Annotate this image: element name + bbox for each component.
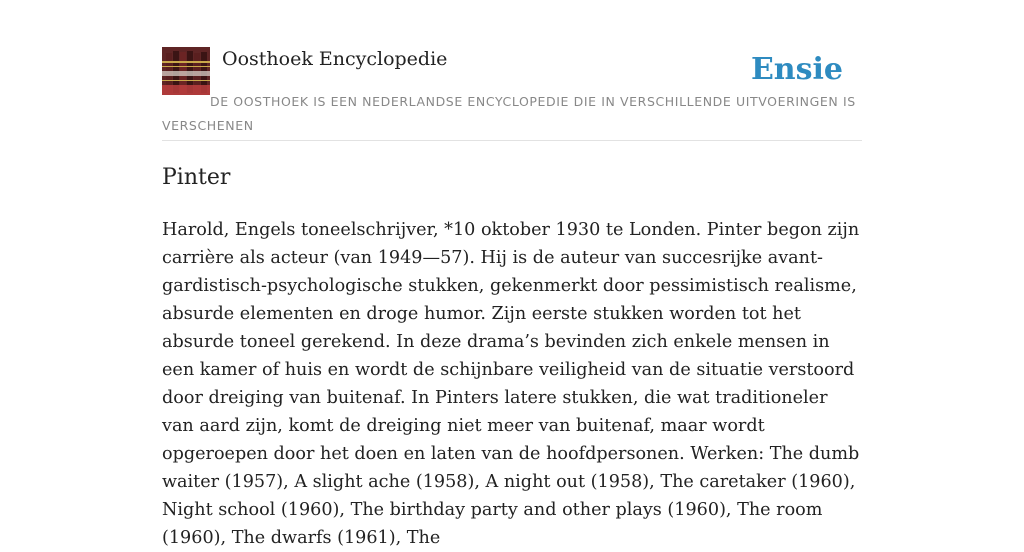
site-tagline: DE OOSTHOEK IS EEN NEDERLANDSE ENCYCLOPEDIE DIE IN VERSCHILLENDE UITVOERINGEN IS VERSCHENEN (162, 94, 856, 133)
site-header (162, 46, 862, 141)
book-spines-icon (162, 47, 210, 95)
site-title[interactable]: Oosthoek Encyclopedie (222, 48, 448, 70)
article-body: Harold, Engels toneelschrijver, *10 oktober 1930 te Londen. Pinter begon zijn carrière als acteur (van 1949—57). Hij is de auteur van succesrijke avant-gardistisch-psychologische stukken, gekenmerkt door pessimistisch realisme, absurde elementen en droge humor. Zijn eerste stukken worden tot het absurde toneel gerekend. In deze drama’s bevinden zich enkele mensen in een kamer of huis en wordt de schijnbare veiligheid van de situatie verstoord door dreiging van buitenaf. In Pinters latere stukken, die wat traditioneler van aard zijn, komt de dreiging niet meer van buitenaf, maar wordt opgeroepen door het doen en laten van de hoofdpersonen. Werken: The dumb waiter (1957), A slight ache (1958), A night out (1958), The caretaker (1960), Night school (1960), The birthday party and other plays (1960), The room (1960), The dwarfs (1961), The (162, 220, 860, 548)
brand-logo[interactable]: Ensie (750, 52, 843, 87)
article-title: Pinter (162, 165, 231, 190)
avatar[interactable] (162, 47, 210, 95)
